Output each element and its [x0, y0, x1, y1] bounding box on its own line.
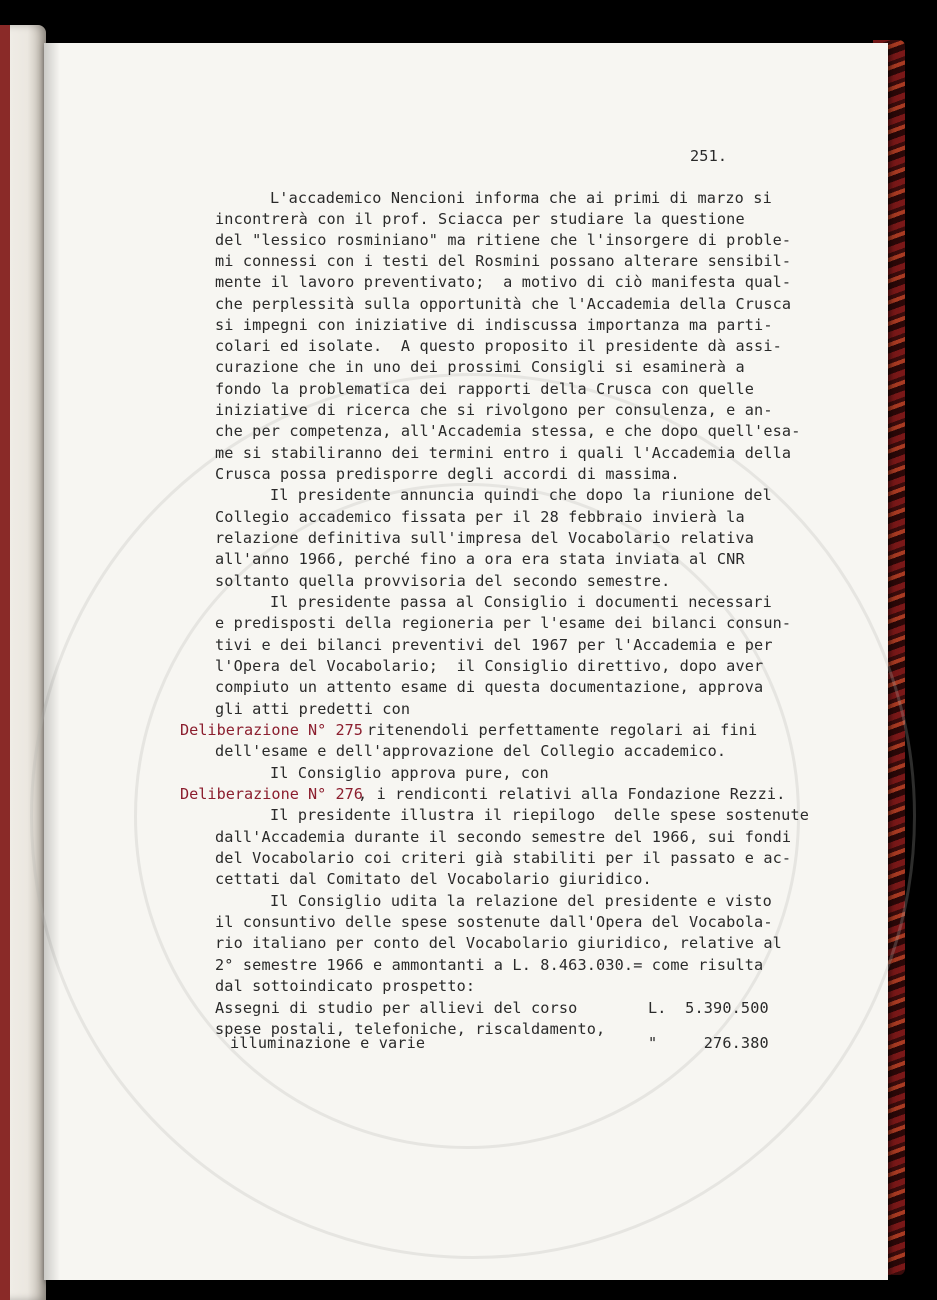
text-line: iniziative di ricerca che si rivolgono per consulenza, e an-	[215, 401, 773, 419]
text-line: mi connessi con i testi del Rosmini possano alterare sensibil-	[215, 252, 792, 270]
text-line: dell'esame e dell'approvazione del Collegio accademico.	[215, 742, 727, 760]
page-gutter-shadow	[44, 43, 60, 1280]
text-line: che per competenza, all'Accademia stessa, e che dopo quell'esa-	[215, 422, 801, 440]
expense-amount: " 276.380	[648, 1034, 769, 1052]
text-line: fondo la problematica dei rapporti della Crusca con quelle	[215, 380, 755, 398]
expense-label: illuminazione e varie	[230, 1034, 426, 1052]
text-line: relazione definitiva sull'impresa del Vocabolario relativa	[215, 529, 755, 547]
text-line: tivi e dei bilanci preventivi del 1967 per l'Accademia e per	[215, 636, 773, 654]
text-line: l'Opera del Vocabolario; il Consiglio direttivo, dopo aver	[215, 657, 764, 675]
text-line: Il presidente illustra il riepilogo delle spese sostenute	[270, 806, 810, 824]
text-line: L'accademico Nencioni informa che ai primi di marzo si	[270, 189, 772, 207]
expense-amount: L. 5.390.500	[648, 999, 769, 1017]
text-line: del "lessico rosminiano" ma ritiene che l'insorgere di proble-	[215, 231, 792, 249]
expense-label: spese postali, telefoniche, riscaldamento,	[215, 1020, 606, 1038]
text-line: rio italiano per conto del Vocabolario giuridico, relative al	[215, 934, 782, 952]
text-line: cettati dal Comitato del Vocabolario giuridico.	[215, 870, 652, 888]
text-line: e predisposti della regioneria per l'esame dei bilanci consun-	[215, 614, 792, 632]
deliberation-276-label: Deliberazione N° 276	[180, 785, 363, 803]
text-line: me si stabiliranno dei termini entro i quali l'Accademia della	[215, 444, 792, 462]
text-line: Il Consiglio approva pure, con	[270, 764, 549, 782]
text-line: il consuntivo delle spese sostenute dall'Opera del Vocabola-	[215, 913, 773, 931]
expense-label: Assegni di studio per allievi del corso	[215, 999, 578, 1017]
text-line: all'anno 1966, perché fino a ora era stata inviata al CNR	[215, 550, 745, 568]
text-line: 2° semestre 1966 e ammontanti a L. 8.463.030.= come risulta	[215, 956, 764, 974]
text-line: che perplessità sulla opportunità che l'Accademia della Crusca	[215, 295, 792, 313]
text-line: dal sottoindicato prospetto:	[215, 977, 476, 995]
text-line: incontrerà con il prof. Sciacca per studiare la questione	[215, 210, 745, 228]
text-line: compiuto un attento esame di questa documentazione, approva	[215, 678, 764, 696]
text-line: Il Consiglio udita la relazione del presidente e visto	[270, 892, 772, 910]
text-line: Collegio accademico fissata per il 28 febbraio invierà la	[215, 508, 745, 526]
text-line: curazione che in uno dei prossimi Consigli si esaminerà a	[215, 358, 745, 376]
deliberation-275-label: Deliberazione N° 275	[180, 721, 363, 739]
text-line: ritenendoli perfettamente regolari ai fini	[367, 721, 758, 739]
binding-edge	[0, 25, 10, 1300]
text-line: Crusca possa predisporre degli accordi di massima.	[215, 465, 680, 483]
text-line: soltanto quella provvisoria del secondo semestre.	[215, 572, 671, 590]
text-line: si impegni con iniziative di indiscussa importanza ma parti-	[215, 316, 773, 334]
page-number: 251.	[690, 147, 728, 165]
text-line: Il presidente annuncia quindi che dopo la riunione del	[270, 486, 772, 504]
text-line: mente il lavoro preventivato; a motivo di ciò manifesta qual-	[215, 273, 792, 291]
text-line: Il presidente passa al Consiglio i documenti necessari	[270, 593, 772, 611]
text-line: , i rendiconti relativi alla Fondazione Rezzi.	[358, 785, 786, 803]
text-line: colari ed isolate. A questo proposito il presidente dà assi-	[215, 337, 782, 355]
text-line: del Vocabolario coi criteri già stabiliti per il passato e ac-	[215, 849, 792, 867]
text-line: gli atti predetti con	[215, 700, 411, 718]
text-line: dall'Accademia durante il secondo semestre del 1966, sui fondi	[215, 828, 792, 846]
